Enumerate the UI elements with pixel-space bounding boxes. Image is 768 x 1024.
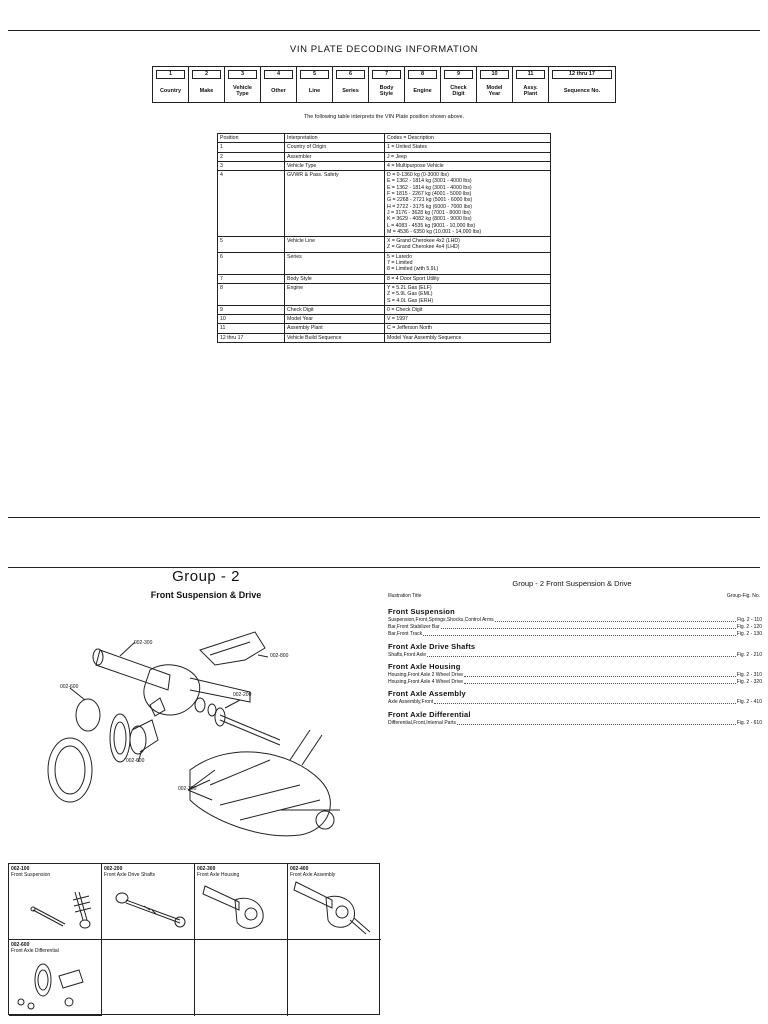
vin-position-label: Country — [159, 87, 182, 94]
vin-position-number: 5 — [300, 70, 329, 79]
thumbnail-title: Front Axle Housing — [197, 872, 240, 878]
table-cell: Vehicle Build Sequence — [285, 333, 385, 342]
toc-entry-title: Housing,Front Axle 4 Wheel Drive — [388, 679, 464, 685]
vin-cell — [297, 67, 333, 102]
vin-position-label: Body Style — [379, 84, 394, 97]
table-row — [218, 152, 551, 161]
table-row — [218, 305, 551, 314]
thumbnail-cell[interactable] — [102, 864, 195, 940]
table-row — [218, 315, 551, 324]
vin-title: VIN PLATE DECODING INFORMATION — [289, 44, 479, 55]
empty-thumbnail-cell — [102, 940, 195, 1016]
vin-cell — [441, 67, 477, 102]
table-row — [218, 324, 551, 333]
vin-position-label: Assy. Plant — [523, 84, 538, 97]
table-cell: 5 — [218, 237, 285, 253]
toc-section-heading: Front Axle Housing — [388, 662, 461, 671]
toc-entry-title: Bar,Front Stabilizer Bar — [388, 624, 440, 630]
toc-entry[interactable] — [388, 631, 762, 637]
vin-position-number: 7 — [372, 70, 401, 79]
vin-position-number: 11 — [516, 70, 545, 79]
thumbnail-cell[interactable] — [9, 940, 102, 1016]
vin-position-number: 4 — [264, 70, 293, 79]
toc-entry-fig: Fig. 2 - 110 — [737, 617, 762, 623]
top-rule — [8, 30, 760, 31]
vin-position-label: Make — [199, 87, 214, 94]
toc-column-title: Illustration Title — [388, 593, 422, 599]
exploded-view-illustration — [40, 620, 370, 850]
table-row — [218, 143, 551, 152]
leader-dots — [464, 672, 736, 677]
vin-cell — [477, 67, 513, 102]
table-cell: V = 1997 — [385, 315, 551, 324]
vin-decode-table — [217, 133, 551, 343]
page-start-rule — [8, 567, 760, 568]
toc-entry[interactable] — [388, 679, 762, 685]
table-row — [218, 274, 551, 283]
table-cell: 4 = Multipurpose Vehicle — [385, 161, 551, 170]
vin-cell — [333, 67, 369, 102]
vin-position-label: Model Year — [486, 84, 503, 97]
toc-section-heading: Front Axle Drive Shafts — [388, 642, 476, 651]
callout-label: 002-600 — [60, 684, 79, 690]
table-cell: 12 thru 17 — [218, 333, 285, 342]
table-cell: Series — [285, 252, 385, 274]
table-cell: Country of Origin — [285, 143, 385, 152]
vin-position-label: Line — [308, 87, 321, 94]
table-cell: Vehicle Type — [285, 161, 385, 170]
vin-position-grid — [152, 66, 616, 103]
vin-position-label: Sequence No. — [563, 87, 601, 94]
table-cell: 6 — [218, 252, 285, 274]
table-cell: X = Grand Cherokee 4x2 (LHD) Z = Grand Cherokee 4x4 (LHD) — [385, 237, 551, 253]
thumbnail-code: 002-600 — [11, 942, 30, 948]
table-cell: GVWR & Pass. Safety — [285, 171, 385, 237]
table-cell: 1 = United States — [385, 143, 551, 152]
vin-position-number: 8 — [408, 70, 437, 79]
toc-entry-fig: Fig. 2 - 210 — [736, 652, 762, 658]
vin-position-number: 12 thru 17 — [552, 70, 612, 79]
vin-cell — [189, 67, 225, 102]
toc-section-heading: Front Axle Assembly — [388, 689, 466, 698]
thumbnail-title: Front Suspension — [11, 872, 51, 878]
vin-cell — [549, 67, 615, 102]
toc-entry-fig: Fig. 2 - 120 — [736, 624, 762, 630]
thumbnail-cell[interactable] — [288, 864, 381, 940]
vin-cell — [225, 67, 261, 102]
toc-entry[interactable] — [388, 720, 762, 726]
vin-position-number: 6 — [336, 70, 365, 79]
vin-position-number: 10 — [480, 70, 509, 79]
drive-shafts-thumbnail — [106, 880, 190, 936]
vin-position-number: 9 — [444, 70, 473, 79]
leader-dots — [434, 699, 736, 704]
toc-title: Group - 2 Front Suspension & Drive — [512, 579, 632, 588]
toc-entry-fig: Fig. 2 - 320 — [736, 679, 762, 685]
toc-entry[interactable] — [388, 699, 762, 705]
table-row — [218, 283, 551, 305]
vin-position-number: 3 — [228, 70, 257, 79]
table-cell: C = Jefferson North — [385, 324, 551, 333]
table-row — [218, 237, 551, 253]
callout-label: 002-600 — [126, 758, 145, 764]
axle-housing-thumbnail — [199, 880, 283, 936]
toc-entry[interactable] — [388, 672, 762, 678]
toc-entry-fig: Fig. 2 - 310 — [736, 672, 762, 678]
vin-cell — [513, 67, 549, 102]
differential-thumbnail — [13, 956, 97, 1012]
thumbnail-title: Front Axle Differential — [11, 948, 59, 954]
vin-position-number: 1 — [156, 70, 185, 79]
vin-intro-text: The following table interprets the VIN Plate position shown above. — [303, 114, 465, 120]
table-cell: 8 = 4 Door Sport Utility — [385, 274, 551, 283]
table-cell: Model Year Assembly Sequence — [385, 333, 551, 342]
page-end-rule — [8, 517, 760, 518]
toc-entry[interactable] — [388, 652, 762, 658]
table-cell: 11 — [218, 324, 285, 333]
table-cell: Body Style — [285, 274, 385, 283]
vin-position-label: Engine — [413, 87, 432, 94]
callout-label: 002-200 — [233, 692, 252, 698]
vin-position-label: Vehicle Type — [233, 84, 252, 97]
toc-entry-title: Bar,Front Track — [388, 631, 423, 637]
table-row — [218, 252, 551, 274]
vin-cell — [405, 67, 441, 102]
table-cell: Engine — [285, 283, 385, 305]
thumbnail-title: Front Axle Drive Shafts — [104, 872, 156, 878]
header-cell: Interpretation — [285, 134, 385, 143]
header-cell: Position — [218, 134, 285, 143]
vin-position-label: Check Digit — [450, 84, 467, 97]
callout-label: 002-800 — [270, 653, 289, 659]
group-title: Group - 2 — [172, 568, 240, 585]
table-cell: 9 — [218, 305, 285, 314]
front-suspension-thumbnail — [13, 880, 97, 936]
table-cell: D = 0-1360 kg (0-3000 lbs) E = 1362 - 1814 kg (3001 - 4000 lbs) E = 1362 - 1814 kg (3001 - 4000 lbs) F = 1815 - 2267 kg (4001 - 5000 lbs) G = 2268 - 2721 kg (5001 - 6000 lbs) H = 2722 - 3175 kg (6000 - 7000 lbs) J = 3176 - 3628 kg (7001 - 8000 lbs) K = 3629 - 4082 kg (8001 - 9000 lbs) L = 4083 - 4535 kg (9001 - 10,000 lbs) M = 4536 - 6350 kg (10,001 - 14,000 lbs) — [385, 171, 551, 237]
vin-position-label: Series — [342, 87, 359, 94]
table-cell: 7 — [218, 274, 285, 283]
empty-thumbnail-cell — [288, 940, 381, 1016]
table-cell: 8 — [218, 283, 285, 305]
header-cell: Codes = Description — [385, 134, 551, 143]
vin-position-number: 2 — [192, 70, 221, 79]
toc-entry[interactable] — [388, 624, 762, 630]
table-cell: Vehicle Line — [285, 237, 385, 253]
vin-cell — [261, 67, 297, 102]
axle-assembly-thumbnail — [292, 880, 376, 936]
toc-section-heading: Front Axle Differential — [388, 710, 471, 719]
toc-entry[interactable] — [388, 617, 762, 623]
vin-cell — [153, 67, 189, 102]
toc-entry-fig: Fig. 2 - 130 — [736, 631, 762, 637]
toc-section-heading: Front Suspension — [388, 607, 455, 616]
vin-cell — [369, 67, 405, 102]
thumbnail-cell[interactable] — [9, 864, 102, 940]
table-cell: 10 — [218, 315, 285, 324]
leader-dots — [427, 652, 736, 657]
toc-column-figure: Group-Fig. No. — [726, 593, 760, 599]
table-cell: 5 = Laredo 7 = Limited 8 = Limited (with 5.9L) — [385, 252, 551, 274]
empty-thumbnail-cell — [195, 940, 288, 1016]
toc-entry-title: Housing,Front Axle 2 Wheel Drive — [388, 672, 464, 678]
vin-position-label: Other — [271, 87, 286, 94]
table-cell: 0 = Check Digit — [385, 305, 551, 314]
table-cell: Assembler — [285, 152, 385, 161]
thumbnail-code: 002-300 — [197, 866, 216, 872]
illustration-index-grid — [8, 863, 380, 1015]
table-cell: J = Jeep — [385, 152, 551, 161]
table-cell: Check Digit — [285, 305, 385, 314]
table-cell: 1 — [218, 143, 285, 152]
callout-label: 002-300 — [134, 640, 153, 646]
toc-entry-fig: Fig. 2 - 410 — [736, 699, 762, 705]
thumbnail-cell[interactable] — [195, 864, 288, 940]
table-cell: 4 — [218, 171, 285, 237]
leader-dots — [441, 624, 736, 629]
table-cell: Assembly Plant — [285, 324, 385, 333]
leader-dots — [423, 631, 736, 636]
table-header-row — [218, 134, 551, 143]
group-subtitle: Front Suspension & Drive — [150, 590, 262, 600]
table-cell: 3 — [218, 161, 285, 170]
thumbnail-code: 002-200 — [104, 866, 123, 872]
leader-dots — [464, 679, 736, 684]
table-cell: Model Year — [285, 315, 385, 324]
leader-dots — [495, 617, 736, 622]
table-row — [218, 333, 551, 342]
toc-entry-title: Suspension,Front,Springs,Shocks,Control Arms — [388, 617, 494, 623]
thumbnail-title: Front Axle Assembly — [290, 872, 336, 878]
table-cell: Y = 5.2L Gas (ELF) Z = 5.9L Gas (EML) S = 4.0L Gas (ERH) — [385, 283, 551, 305]
table-row — [218, 171, 551, 237]
toc-entry-title: Axle Assembly,Front — [388, 699, 434, 705]
toc-entry-title: Differential,Front,Internal Parts — [388, 720, 456, 726]
callout-label: 002-100 — [178, 786, 197, 792]
thumbnail-code: 002-100 — [11, 866, 30, 872]
thumbnail-code: 002-400 — [290, 866, 309, 872]
table-cell: 2 — [218, 152, 285, 161]
toc-entry-fig: Fig. 2 - 610 — [736, 720, 762, 726]
leader-dots — [457, 720, 736, 725]
toc-entry-title: Shafts,Front Axle — [388, 652, 427, 658]
table-row — [218, 161, 551, 170]
